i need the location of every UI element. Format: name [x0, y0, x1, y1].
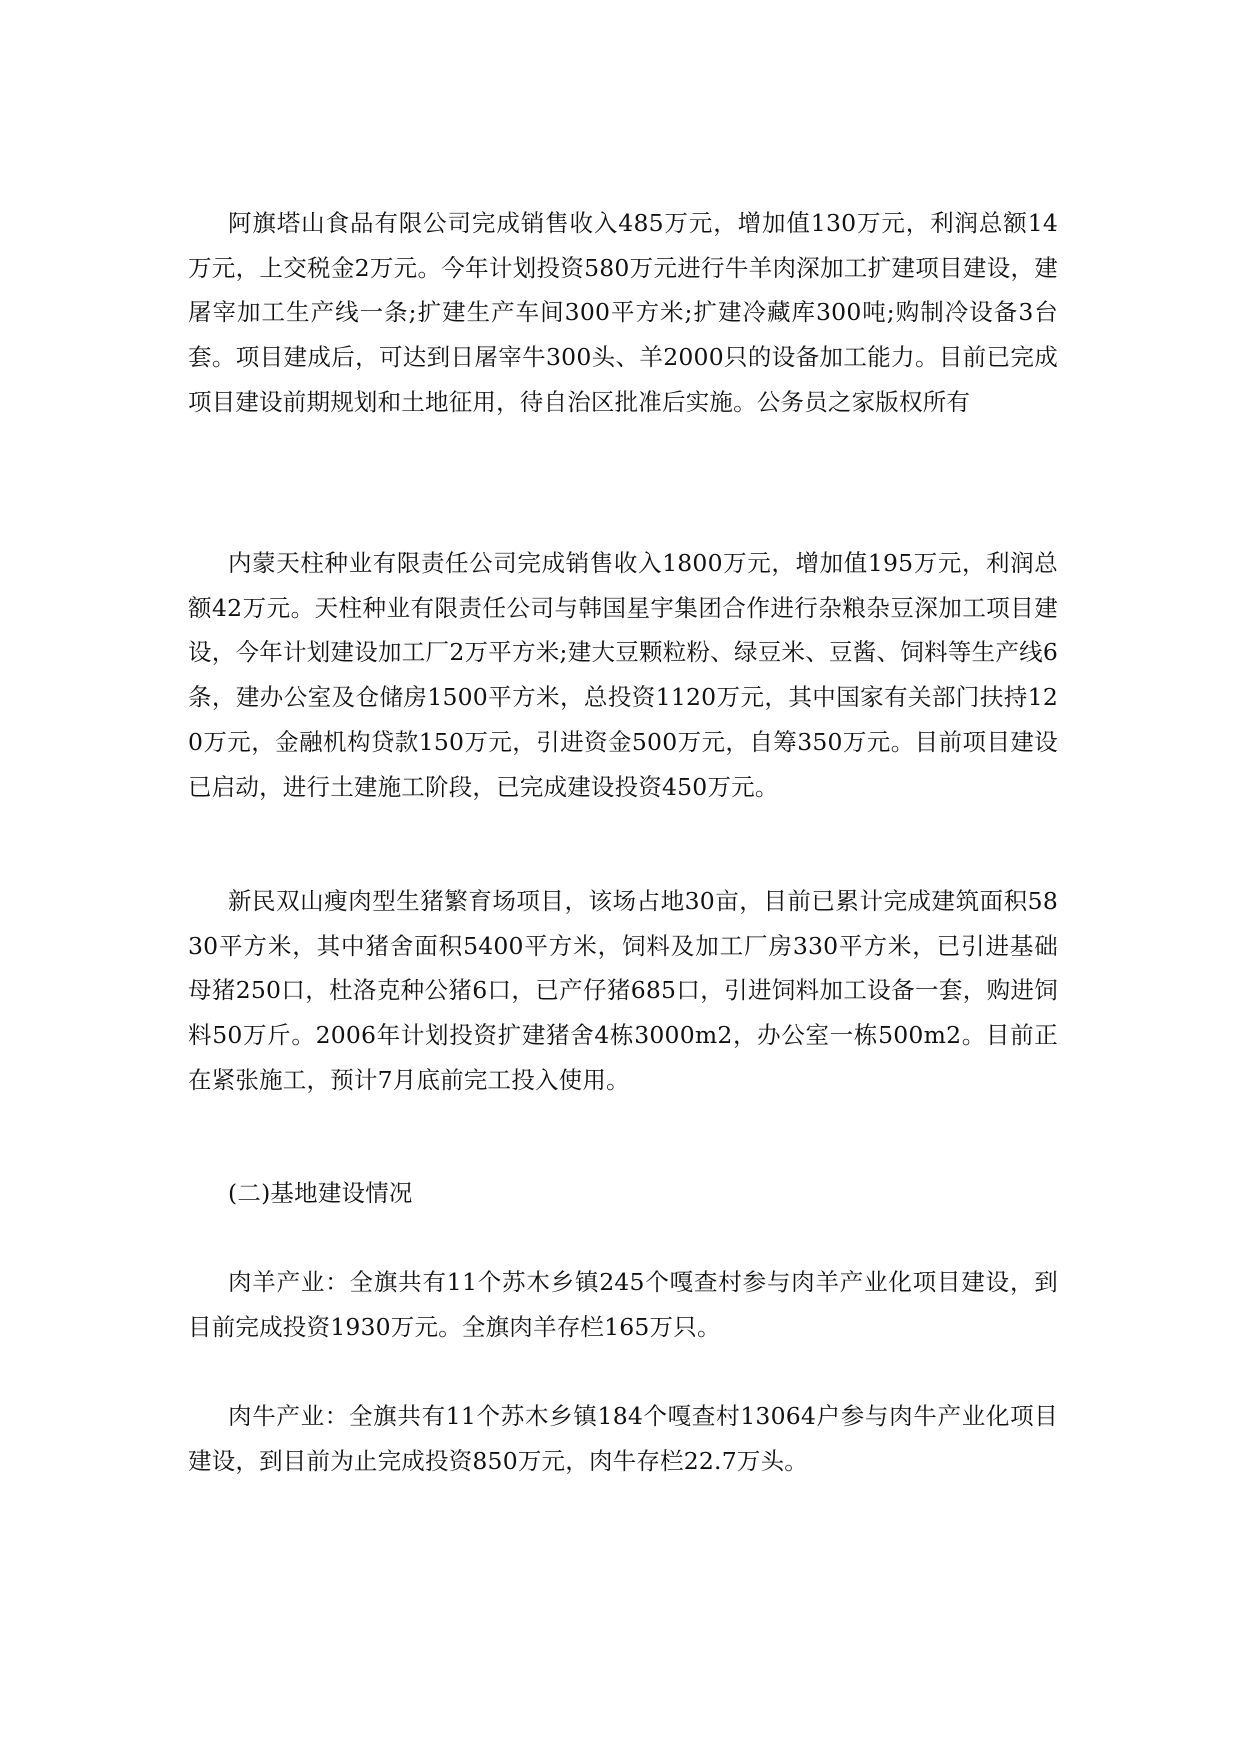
- paragraph-xinmin-pig-farm: 新民双山瘦肉型生猪繁育场项目，该场占地30亩，目前已累计完成建筑面积5830平方米，其中猪舍面积5400平方米，饲料及加工厂房330平方米，已引进基础母猪250口，杜洛克种公猪6口，已产仔猪685口，引进饲料加工设备一套，购进饲料50万斤。2006年计划投资扩建猪舍4栋3000m2，办公室一栋500m2。目前正在紧张施工，预计7月底前完工投入使用。: [188, 887, 1058, 1094]
- paragraph-tashan-food-company: 阿旗塔山食品有限公司完成销售收入485万元，增加值130万元，利润总额14万元，上交税金2万元。今年计划投资580万元进行牛羊肉深加工扩建项目建设，建屠宰加工生产线一条;扩建生产车间300平方米;扩建冷藏库300吨;购制冷设备3台套。项目建成后，可达到日屠宰牛300头、羊2000只的设备加工能力。目前已完成项目建设前期规划和土地征用，待自治区批准后实施。公务员之家版权所有: [188, 209, 1058, 416]
- paragraph-beef-cattle-industry: 肉牛产业：全旗共有11个苏木乡镇184个嘎查村13064户参与肉牛产业化项目建设，到目前为止完成投资850万元，肉牛存栏22.7万头。: [188, 1402, 1058, 1475]
- paragraph-mutton-sheep-industry: 肉羊产业：全旗共有11个苏木乡镇245个嘎查村参与肉羊产业化项目建设，到目前完成投资1930万元。全旗肉羊存栏165万只。: [188, 1268, 1058, 1341]
- paragraph-tianzhu-seed-company: 内蒙天柱种业有限责任公司完成销售收入1800万元，增加值195万元，利润总额42万元。天柱种业有限责任公司与韩国星宇集团合作进行杂粮杂豆深加工项目建设，今年计划建设加工厂2万平方米;建大豆颗粒粉、绿豆米、豆酱、饲料等生产线6条，建办公室及仓储房1500平方米，总投资1120万元，其中国家有关部门扶持120万元，金融机构贷款150万元，引进资金500万元，自筹350万元。目前项目建设已启动，进行土建施工阶段，已完成建设投资450万元。: [188, 549, 1058, 801]
- section-heading-base-construction: (二)基地建设情况: [228, 1179, 413, 1207]
